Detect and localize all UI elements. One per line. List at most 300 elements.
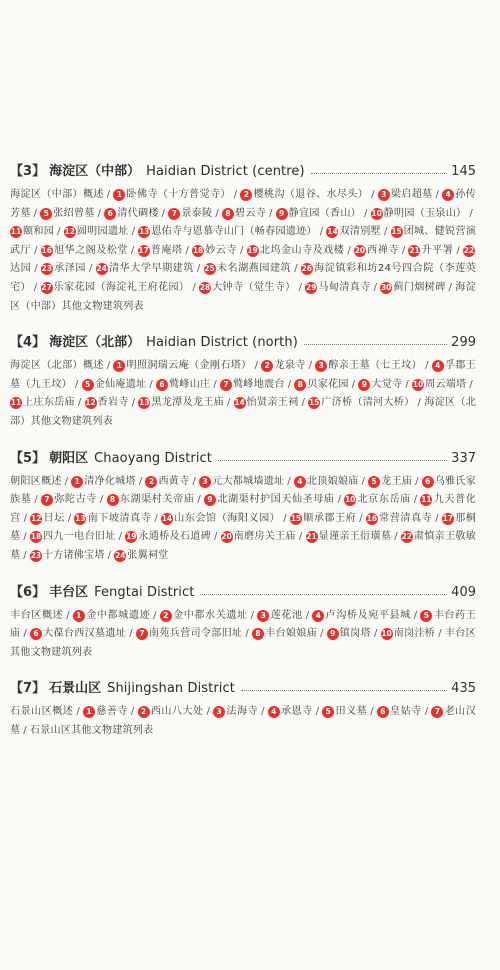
section-number: 6 [23,584,33,600]
section-number-close-bracket: 】 [32,164,46,179]
number-badge-icon: 15 [391,227,402,237]
section-heading[interactable] [10,676,476,696]
site-entry-label: 静明园（玉泉山） [383,207,467,219]
site-entry[interactable] [161,513,280,524]
entry-separator: / [192,281,196,293]
entry-separator: / [394,531,398,543]
site-entry-label: 上庄东岳庙 [23,397,75,409]
site-entry[interactable] [156,379,210,390]
entry-separator: / [131,397,136,409]
contents-section [10,159,476,316]
site-entry[interactable] [240,189,368,200]
site-entry[interactable] [40,208,94,219]
site-entry[interactable] [380,282,445,293]
number-badge-icon: 5 [368,476,380,488]
dot-leader [218,460,447,461]
site-entry-label: 静宜园（香山） [288,207,362,219]
site-entry-label: 金中都城遗迹 [85,609,151,621]
number-badge-icon: 14 [161,513,173,523]
site-entry-label: 田义墓 [335,706,368,718]
entry-separator: / [435,189,440,200]
entry-separator: / [106,189,111,200]
site-entry[interactable] [221,531,296,542]
number-badge-icon: 7 [431,706,443,718]
entry-separator: / [89,263,93,275]
entry-separator: / [185,244,190,256]
number-badge-icon: 11 [421,495,432,505]
site-entry[interactable] [312,610,411,621]
overview-entry[interactable]: 石景山区概述 [10,706,74,718]
site-entry-label: 龙王庙 [381,475,413,487]
section-number: 7 [23,681,33,697]
site-entry[interactable] [315,360,422,371]
entry-separator: / [197,494,202,506]
number-badge-icon: 19 [247,245,258,255]
number-badge-icon: 8 [107,494,119,506]
entry-separator: / [227,397,231,409]
entry-separator: / [298,531,303,543]
site-entry[interactable] [30,628,126,639]
section-heading[interactable] [10,330,476,350]
site-entry-label: 海淀镇彩和坊24号四合院（李莲英宅） [10,263,477,293]
entry-separator: / [371,189,375,200]
site-entry-label: 卢沟桥及宛平县城 [325,609,411,621]
entry-separator: / [118,531,123,543]
entry-separator: / [308,360,313,372]
number-badge-icon: 4 [268,706,280,718]
entry-separator: / [401,244,406,256]
site-entry-label: 丰台娘娘庙 [265,628,318,640]
site-entry[interactable] [114,550,168,561]
site-entry[interactable] [381,628,436,639]
site-entry-label: 达园 [10,263,32,275]
site-entry[interactable] [290,513,356,524]
site-entry-label: 金中都水关遗址 [172,609,248,621]
site-entry-label: 九天普化宫 [10,494,477,524]
number-badge-icon: 17 [138,245,149,255]
entry-separator: / [254,360,259,372]
number-badge-icon: 12 [85,398,96,408]
site-entry-label: 鹫峰地震台 [232,378,285,390]
site-entry[interactable] [378,189,433,200]
site-entry[interactable] [145,476,189,487]
site-entry-label: 碧云寺 [234,207,267,219]
number-badge-icon: 7 [168,208,180,220]
section-heading[interactable] [10,446,476,466]
site-entry[interactable] [261,360,305,371]
site-entry[interactable] [358,379,402,390]
number-badge-icon: 9 [327,628,339,640]
entry-separator: / [66,609,70,621]
number-badge-icon: 8 [252,628,264,640]
entry-separator: / [301,397,306,409]
site-entry[interactable] [71,476,136,487]
number-badge-icon: 29 [306,282,317,292]
site-entry[interactable] [168,208,212,219]
entry-separator: / [76,706,80,718]
site-entry-label: 妙云寺 [205,244,237,256]
site-entry-label: 山东会馆（海阳义园） [173,512,281,524]
site-entry[interactable] [96,263,194,274]
site-entry[interactable] [247,245,345,256]
number-badge-icon: 22 [463,245,475,255]
site-entry-label: 金仙庵遗址 [94,378,147,390]
entry-separator: / [287,475,291,487]
section-number-close-bracket: 】 [32,450,46,466]
site-entry[interactable] [30,513,65,524]
site-entry[interactable] [74,513,151,524]
entry-separator: / [415,475,419,487]
site-entry[interactable] [107,494,195,505]
site-entry[interactable] [327,628,371,639]
site-entry[interactable] [412,379,466,390]
number-badge-icon: 2 [145,476,157,488]
site-entry-label: 那桐墓 [10,512,477,543]
site-entry[interactable] [82,379,147,390]
site-entry-label: 镇岗塔 [339,628,371,640]
number-badge-icon: 15 [290,513,302,523]
section-entries [10,473,476,566]
number-badge-icon: 25 [204,264,215,274]
entry-separator: / [351,378,356,390]
number-badge-icon: 21 [409,245,420,255]
site-entry[interactable] [41,282,190,293]
number-badge-icon: 9 [358,379,370,391]
entry-separator: / [64,475,69,487]
section-entries [10,703,476,740]
site-entry[interactable] [408,245,453,256]
section-heading[interactable] [10,580,476,600]
number-badge-icon: 2 [240,189,252,201]
site-entry[interactable] [326,226,380,237]
site-entry[interactable] [41,494,97,505]
entry-separator: / [34,494,38,506]
section-page-number: 299 [451,335,476,351]
number-badge-icon: 2 [261,360,273,372]
number-badge-icon: 10 [371,208,382,218]
number-badge-icon: 13 [138,227,150,237]
entry-separator: / [320,628,324,640]
entry-separator: / [245,628,250,640]
site-entry-label: 承恩寺 [280,706,313,718]
site-entry[interactable] [377,706,422,717]
entry-separator: / [213,378,217,390]
entry-separator: / [319,226,324,238]
entry-separator: / [361,475,366,487]
site-entry-label: 张翼祠堂 [127,549,169,561]
number-badge-icon: 27 [41,282,52,292]
entry-separator: / [413,494,418,506]
number-badge-icon: 24 [115,550,126,560]
entry-separator: / [99,494,104,506]
entry-separator: / [373,281,378,293]
site-entry-label: 北坞金山寺及戏楼 [259,244,345,256]
contents-section [10,330,476,431]
dot-leader [304,344,447,345]
site-entry-label: 常营清真寺 [378,512,433,524]
site-entry-label: 未名湖燕园建筑 [216,263,292,275]
number-badge-icon: 9 [204,494,216,506]
number-badge-icon: 7 [136,628,148,640]
number-badge-icon: 1 [113,360,125,372]
entry-separator: / [298,281,303,293]
site-entry[interactable] [85,397,129,408]
site-entry[interactable] [294,476,359,487]
contents-section [10,580,476,663]
site-entry[interactable] [10,397,75,408]
number-badge-icon: 11 [10,398,22,408]
section-title-zh: 海淀区（中部） [49,164,141,179]
site-entry[interactable] [104,208,158,219]
site-entry-label: 南磨房关王庙 [233,531,296,543]
entry-separator: / [106,360,111,372]
section-title-en: Chaoyang District [94,450,213,466]
site-entry-label: 孚郡王墓（九王坟） [10,360,476,390]
number-badge-icon: 17 [442,513,454,523]
site-entry-label: 明照洞瑞云庵（金刚石塔） [126,360,252,372]
section-number-open-bracket: 【 [10,584,24,600]
number-badge-icon: 1 [73,610,85,622]
site-entry-label: 南苑兵营司令部旧址 [148,628,243,640]
site-entry-label: 大葆台西汉墓遗址 [43,628,127,640]
number-badge-icon: 23 [41,264,53,274]
entry-separator: / [196,263,201,275]
overview-entry[interactable]: 朝阳区概述 [10,475,62,487]
site-entry-label: 西禅寺 [366,244,399,256]
section-number-open-bracket: 【 [10,335,24,351]
site-entry-label: 丰台药王庙 [10,609,476,640]
entry-separator: / [233,189,238,200]
section-number-close-bracket: 】 [32,584,46,600]
number-badge-icon: 10 [344,495,356,505]
section-title-zh: 海淀区（北部） [49,335,141,351]
number-badge-icon: 10 [381,629,392,639]
site-entry[interactable] [138,226,317,237]
entry-separator: / [469,378,473,390]
site-entry-label: 法海寺 [226,706,259,718]
site-entry-label: 黑龙潭及龙王庙 [151,397,224,409]
site-entry[interactable] [294,379,348,390]
site-entry[interactable] [222,208,266,219]
site-entry[interactable] [276,208,361,219]
entry-separator: / [33,281,38,293]
site-entry-label: 十方诸佛宝塔 [42,549,105,561]
dot-leader [311,173,448,174]
site-entry-label: 莲花池 [270,609,303,621]
site-entry[interactable] [354,245,399,256]
entry-separator: / [456,244,461,256]
site-entry[interactable] [371,208,467,219]
site-entry-label: 双清别墅 [339,226,381,238]
site-entry[interactable] [192,245,237,256]
section-number-open-bracket: 【 [10,450,24,466]
site-entry-label: 圆明园遗址 [76,226,129,238]
site-entry[interactable] [10,226,54,237]
entry-separator: / [67,512,72,524]
site-entry-label: 颐和园 [23,226,55,238]
site-entry[interactable] [199,476,284,487]
site-entry[interactable] [257,610,302,621]
section-number-open-bracket: 【 [10,164,24,179]
number-badge-icon: 4 [442,189,454,201]
number-badge-icon: 18 [30,532,42,542]
site-entry-label: 景泰陵 [181,207,213,219]
entry-separator: / [161,207,166,219]
section-number: 4 [23,335,33,351]
site-entry[interactable] [113,360,251,371]
site-entry[interactable] [234,397,299,408]
entry-separator: / [337,494,342,506]
section-heading[interactable] [10,159,476,179]
other-buildings-list-entry[interactable]: 石景山区其他文物建筑列表 [29,724,154,736]
site-entry[interactable] [41,263,86,274]
number-badge-icon: 3 [213,706,225,718]
entry-separator: / [192,475,197,487]
number-badge-icon: 24 [96,264,107,274]
entry-separator: / [283,512,287,524]
site-entry-label: 西黄寺 [158,475,190,487]
number-badge-icon: 30 [380,282,392,292]
site-entry-label: 西山八大处 [150,706,204,718]
entry-separator: / [469,207,473,219]
other-buildings-list-entry[interactable]: 海淀区（中部）其他文物建筑列表 [10,281,477,312]
site-entry-label: 元大都城墙遗址 [212,475,285,487]
entry-separator: / [130,706,135,718]
number-badge-icon: 12 [31,513,42,523]
section-page-number: 337 [451,450,476,466]
site-entry-label: 北京东岳庙 [357,494,411,506]
section-number: 3 [23,164,33,179]
site-entry[interactable] [344,494,411,505]
entry-separator: / [383,226,388,238]
site-entry[interactable] [252,628,317,639]
site-entry-label: 鹫峰山庄 [168,378,211,390]
site-entry[interactable] [64,226,129,237]
number-badge-icon: 23 [30,550,42,560]
section-number-close-bracket: 】 [32,681,46,697]
number-badge-icon: 11 [10,227,22,237]
site-entry[interactable] [268,706,313,717]
entry-separator: / [347,244,351,256]
site-entry[interactable] [136,628,243,639]
entry-separator: / [448,281,453,293]
entry-separator: / [131,226,136,238]
entry-separator: / [23,628,27,640]
entry-separator: / [130,244,135,256]
site-entry[interactable] [305,282,370,293]
site-entry[interactable] [204,494,335,505]
entry-separator: / [250,609,255,621]
site-entry-label: 周云端塔 [425,378,467,390]
entry-separator: / [153,609,157,621]
site-entry-label: 慈善寺 [95,706,128,718]
site-entry[interactable] [220,379,285,390]
site-entry[interactable] [30,550,105,561]
section-title-zh: 朝阳区 [49,450,89,466]
site-entry[interactable] [113,189,230,200]
site-entry[interactable] [204,263,292,274]
number-badge-icon: 8 [294,379,306,391]
entry-separator: / [413,609,418,621]
site-entry-label: 樱桃沟（退谷、水尽头） [253,189,369,200]
number-badge-icon: 5 [322,706,334,718]
section-number-close-bracket: 】 [32,335,46,351]
number-badge-icon: 3 [199,476,211,488]
site-entry[interactable] [322,706,367,717]
site-entry-label: 清代碉楼 [117,207,159,219]
entry-separator: / [57,226,61,238]
entry-separator: / [75,378,79,390]
site-entry[interactable] [125,531,211,542]
number-badge-icon: 4 [432,360,444,372]
site-entry-label: 卧佛寺（十方普觉寺） [126,189,231,200]
site-entry[interactable] [138,245,183,256]
entry-separator: / [359,512,363,524]
overview-entry[interactable]: 丰台区概述 [10,609,64,621]
entry-separator: / [425,360,429,372]
section-entries [10,357,476,431]
site-entry-label: 弥陀古寺 [53,494,97,506]
number-badge-icon: 14 [234,398,245,408]
entry-separator: / [438,628,442,640]
site-entry[interactable] [199,282,296,293]
number-badge-icon: 6 [156,379,168,391]
overview-entry[interactable]: 海淀区（北部）概述 [10,360,104,372]
site-entry[interactable] [368,476,412,487]
number-badge-icon: 22 [401,532,413,542]
entry-separator: / [424,706,429,718]
site-entry[interactable] [138,706,204,717]
overview-entry[interactable]: 海淀区（中部）概述 [10,189,104,200]
number-badge-icon: 20 [354,245,366,255]
site-entry[interactable] [308,397,414,408]
number-badge-icon: 12 [64,227,75,237]
entry-separator: / [215,207,219,219]
site-entry[interactable] [138,397,224,408]
site-entry-label: 皇姑寺 [389,706,422,718]
entry-separator: / [34,244,38,256]
site-entry-label: 张绍曾墓 [53,207,95,219]
entry-separator: / [417,397,422,409]
site-entry-label: 怡贤亲王祠 [246,397,299,409]
number-badge-icon: 5 [420,610,432,622]
site-entry[interactable] [83,706,128,717]
entry-separator: / [206,706,211,718]
entry-separator: / [23,724,27,736]
site-entry-label: 乐家花园（海淀礼王府花园） [53,281,190,293]
entry-separator: / [154,512,158,524]
number-badge-icon: 1 [113,189,125,201]
other-buildings-list-entry[interactable]: 海淀区（北部）其他文物建筑列表 [10,397,477,427]
other-buildings-list-entry[interactable]: 丰台区其他文物建筑列表 [10,628,476,658]
site-entry[interactable] [306,531,392,542]
section-page-number: 145 [451,164,476,179]
number-badge-icon: 13 [139,398,150,408]
number-badge-icon: 21 [306,532,317,542]
site-entry-label: 清华大学早期建筑 [108,263,194,275]
site-entry[interactable] [73,610,150,621]
site-entry[interactable] [160,610,248,621]
contents-section [10,676,476,740]
number-badge-icon: 5 [82,379,94,391]
contents-section [10,446,476,566]
site-entry[interactable] [213,706,258,717]
site-entry[interactable] [41,245,128,256]
number-badge-icon: 7 [220,379,232,391]
section-title-zh: 石景山区 [49,681,102,697]
site-entry[interactable] [30,531,116,542]
site-entry[interactable] [366,513,432,524]
